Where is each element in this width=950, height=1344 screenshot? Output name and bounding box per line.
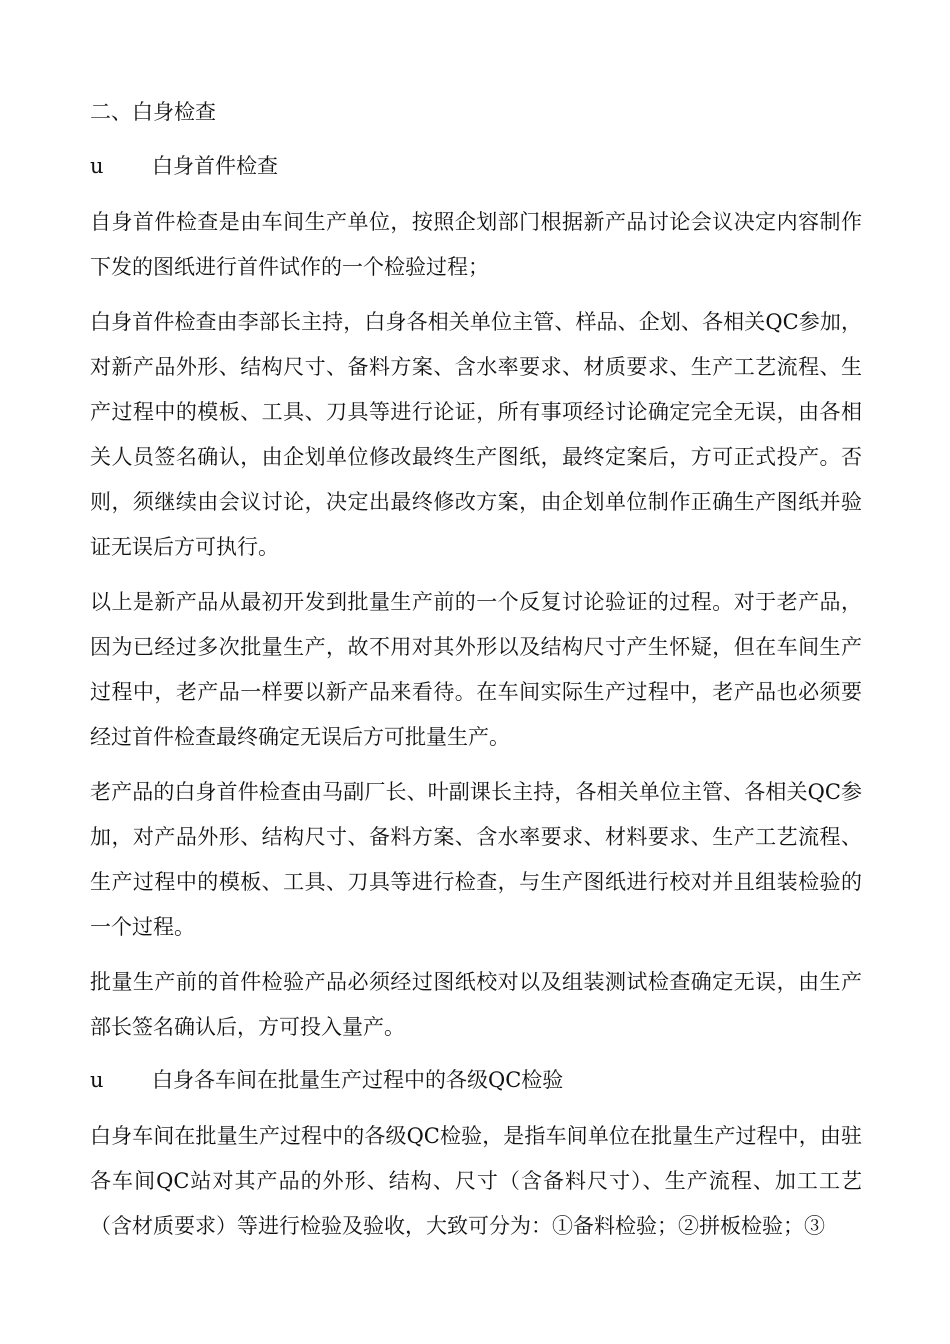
- paragraph: 自身首件检查是由车间生产单位，按照企划部门根据新产品讨论会议决定内容制作下发的图纸进行首件试作的一个检验过程；: [90, 210, 862, 279]
- bullet-mark: u: [90, 1068, 104, 1092]
- paragraph: 白身首件检查由李部长主持，白身各相关单位主管、样品、企划、各相关QC参加，对新产品外形、结构尺寸、备料方案、含水率要求、材质要求、生产工艺流程、生产过程中的模板、工具、刀具等进行论证，所有事项经讨论确定完全无误，由各相关人员签名确认，由企划单位修改最终生产图纸，最终定案后，方可正式投产。否则，须继续由会议讨论，决定出最终修改方案，由企划单位制作正确生产图纸并验证无误后方可执行。: [90, 310, 862, 559]
- subsection-heading-first-article: [90, 146, 862, 186]
- paragraph: 以上是新产品从最初开发到批量生产前的一个反复讨论验证的过程。对于老产品，因为已经过多次批量生产，故不用对其外形以及结构尺寸产生怀疑，但在车间生产过程中，老产品一样要以新产品来看待。在车间实际生产过程中，老产品也必须要经过首件检查最终确定无误后方可批量生产。: [90, 590, 862, 749]
- bullet-mark: u: [90, 154, 104, 178]
- subsection-title: 白身首件检查: [152, 154, 278, 178]
- subsection-title: 白身各车间在批量生产过程中的各级QC检验: [152, 1068, 564, 1092]
- subsection-heading-qc-inspection: [90, 1060, 862, 1100]
- paragraph: 白身车间在批量生产过程中的各级QC检验，是指车间单位在批量生产过程中，由驻各车间QC站对其产品的外形、结构、尺寸（含备料尺寸）、生产流程、加工工艺（含材质要求）等进行检验及验收，大致可分为：①备料检验；②拼板检验；③: [90, 1124, 862, 1238]
- paragraph: 批量生产前的首件检验产品必须经过图纸校对以及组装测试检查确定无误，由生产部长签名确认后，方可投入量产。: [90, 970, 862, 1039]
- document-page: [90, 92, 862, 1259]
- paragraph: 老产品的白身首件检查由马副厂长、叶副课长主持，各相关单位主管、各相关QC参加，对产品外形、结构尺寸、备料方案、含水率要求、材料要求、生产工艺流程、生产过程中的模板、工具、刀具等进行检查，与生产图纸进行校对并且组装检验的一个过程。: [90, 780, 862, 939]
- section-title: 二、白身检查: [90, 100, 216, 124]
